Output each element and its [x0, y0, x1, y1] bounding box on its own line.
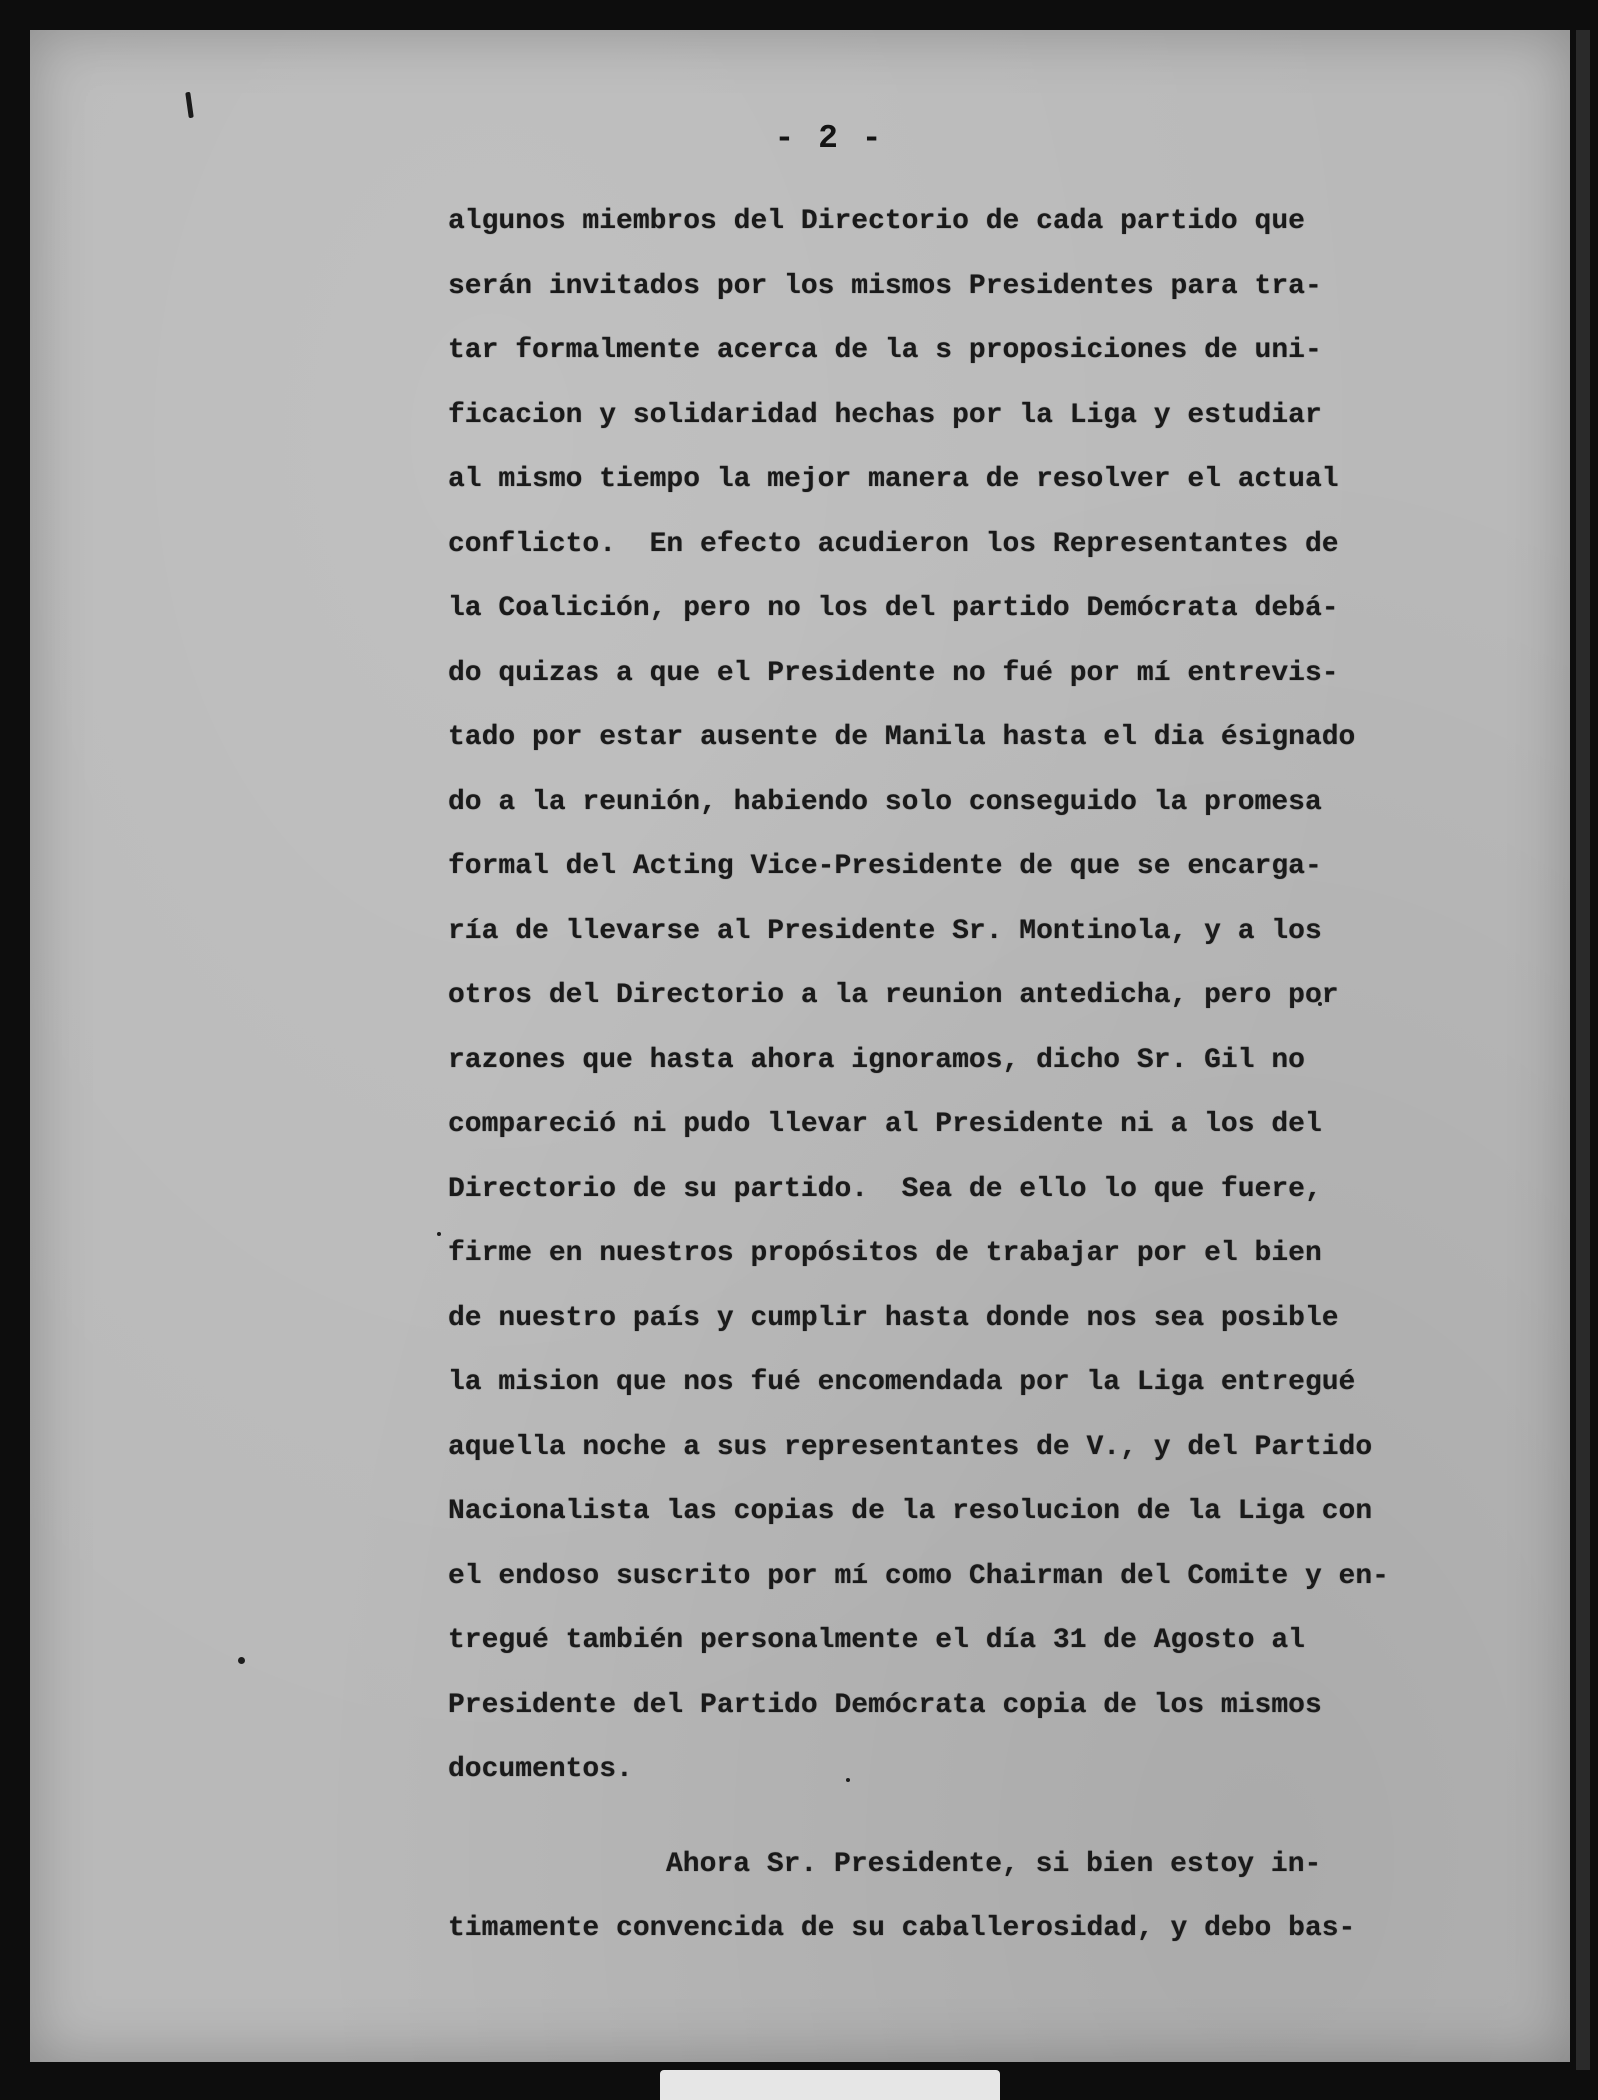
scanner-tab	[660, 2070, 1000, 2100]
text-line: razones que hasta ahora ignoramos, dicho Sr. Gil no	[448, 1044, 1305, 1076]
text-line: compareció ni pudo llevar al Presidente ni a los del	[448, 1109, 1322, 1140]
text-line: timamente convencida de su caballerosidad, y debo bas-	[448, 1913, 1356, 1944]
text-line: ría de llevarse al Presidente Sr. Montinola, y a los	[448, 915, 1322, 947]
text-line: do a la reunión, habiendo solo conseguido la promesa	[448, 786, 1322, 818]
text-line: serán invitados por los mismos Presidentes para tra-	[448, 270, 1322, 302]
text-line: firme en nuestros propósitos de trabajar por el bien	[448, 1238, 1322, 1269]
text-line: documentos.	[448, 1754, 633, 1785]
text-line: otros del Directorio a la reunion antedicha, pero por	[448, 980, 1339, 1011]
ink-speck	[238, 1657, 245, 1664]
text-line: conflicto. En efecto acudieron los Representantes de	[448, 528, 1339, 560]
body-text	[448, 190, 1389, 1962]
page-number: - 2 -	[774, 120, 884, 157]
paragraph-first-line: Ahora Sr. Presidente, si bien estoy in-	[666, 1848, 1322, 1880]
text-line: tado por estar ausente de Manila hasta el dia ésignado	[448, 722, 1356, 753]
text-line: do quizas a que el Presidente no fué por mí entrevis-	[448, 657, 1339, 689]
ink-speck	[437, 1232, 441, 1236]
text-line: la mision que nos fué encomendada por la Liga entregué	[448, 1367, 1356, 1398]
text-line: de nuestro país y cumplir hasta donde nos sea posible	[448, 1302, 1339, 1334]
text-line: aquella noche a sus representantes de V., y del Partido	[448, 1431, 1373, 1463]
text-line: al mismo tiempo la mejor manera de resolver el actual	[448, 464, 1339, 495]
text-line: tar formalmente acerca de la s proposiciones de uni-	[448, 335, 1322, 366]
text-line: Nacionalista las copias de la resolucion de la Liga con	[448, 1496, 1373, 1527]
text-line: formal del Acting Vice-Presidente de que se encarga-	[448, 851, 1322, 882]
text-line: ficacion y solidaridad hechas por la Liga y estudiar	[448, 399, 1322, 431]
text-line: el endoso suscrito por mí como Chairman del Comite y en-	[448, 1560, 1389, 1592]
page-edge	[1576, 30, 1590, 2070]
text-line: algunos miembros del Directorio de cada partido que	[448, 206, 1305, 237]
text-line: Directorio de su partido. Sea de ello lo que fuere,	[448, 1173, 1322, 1205]
text-line: la Coalición, pero no los del partido Demócrata debá-	[448, 593, 1339, 624]
text-line: tregué también personalmente el día 31 de Agosto al	[448, 1625, 1305, 1656]
text-line: Presidente del Partido Demócrata copia de los mismos	[448, 1689, 1322, 1721]
